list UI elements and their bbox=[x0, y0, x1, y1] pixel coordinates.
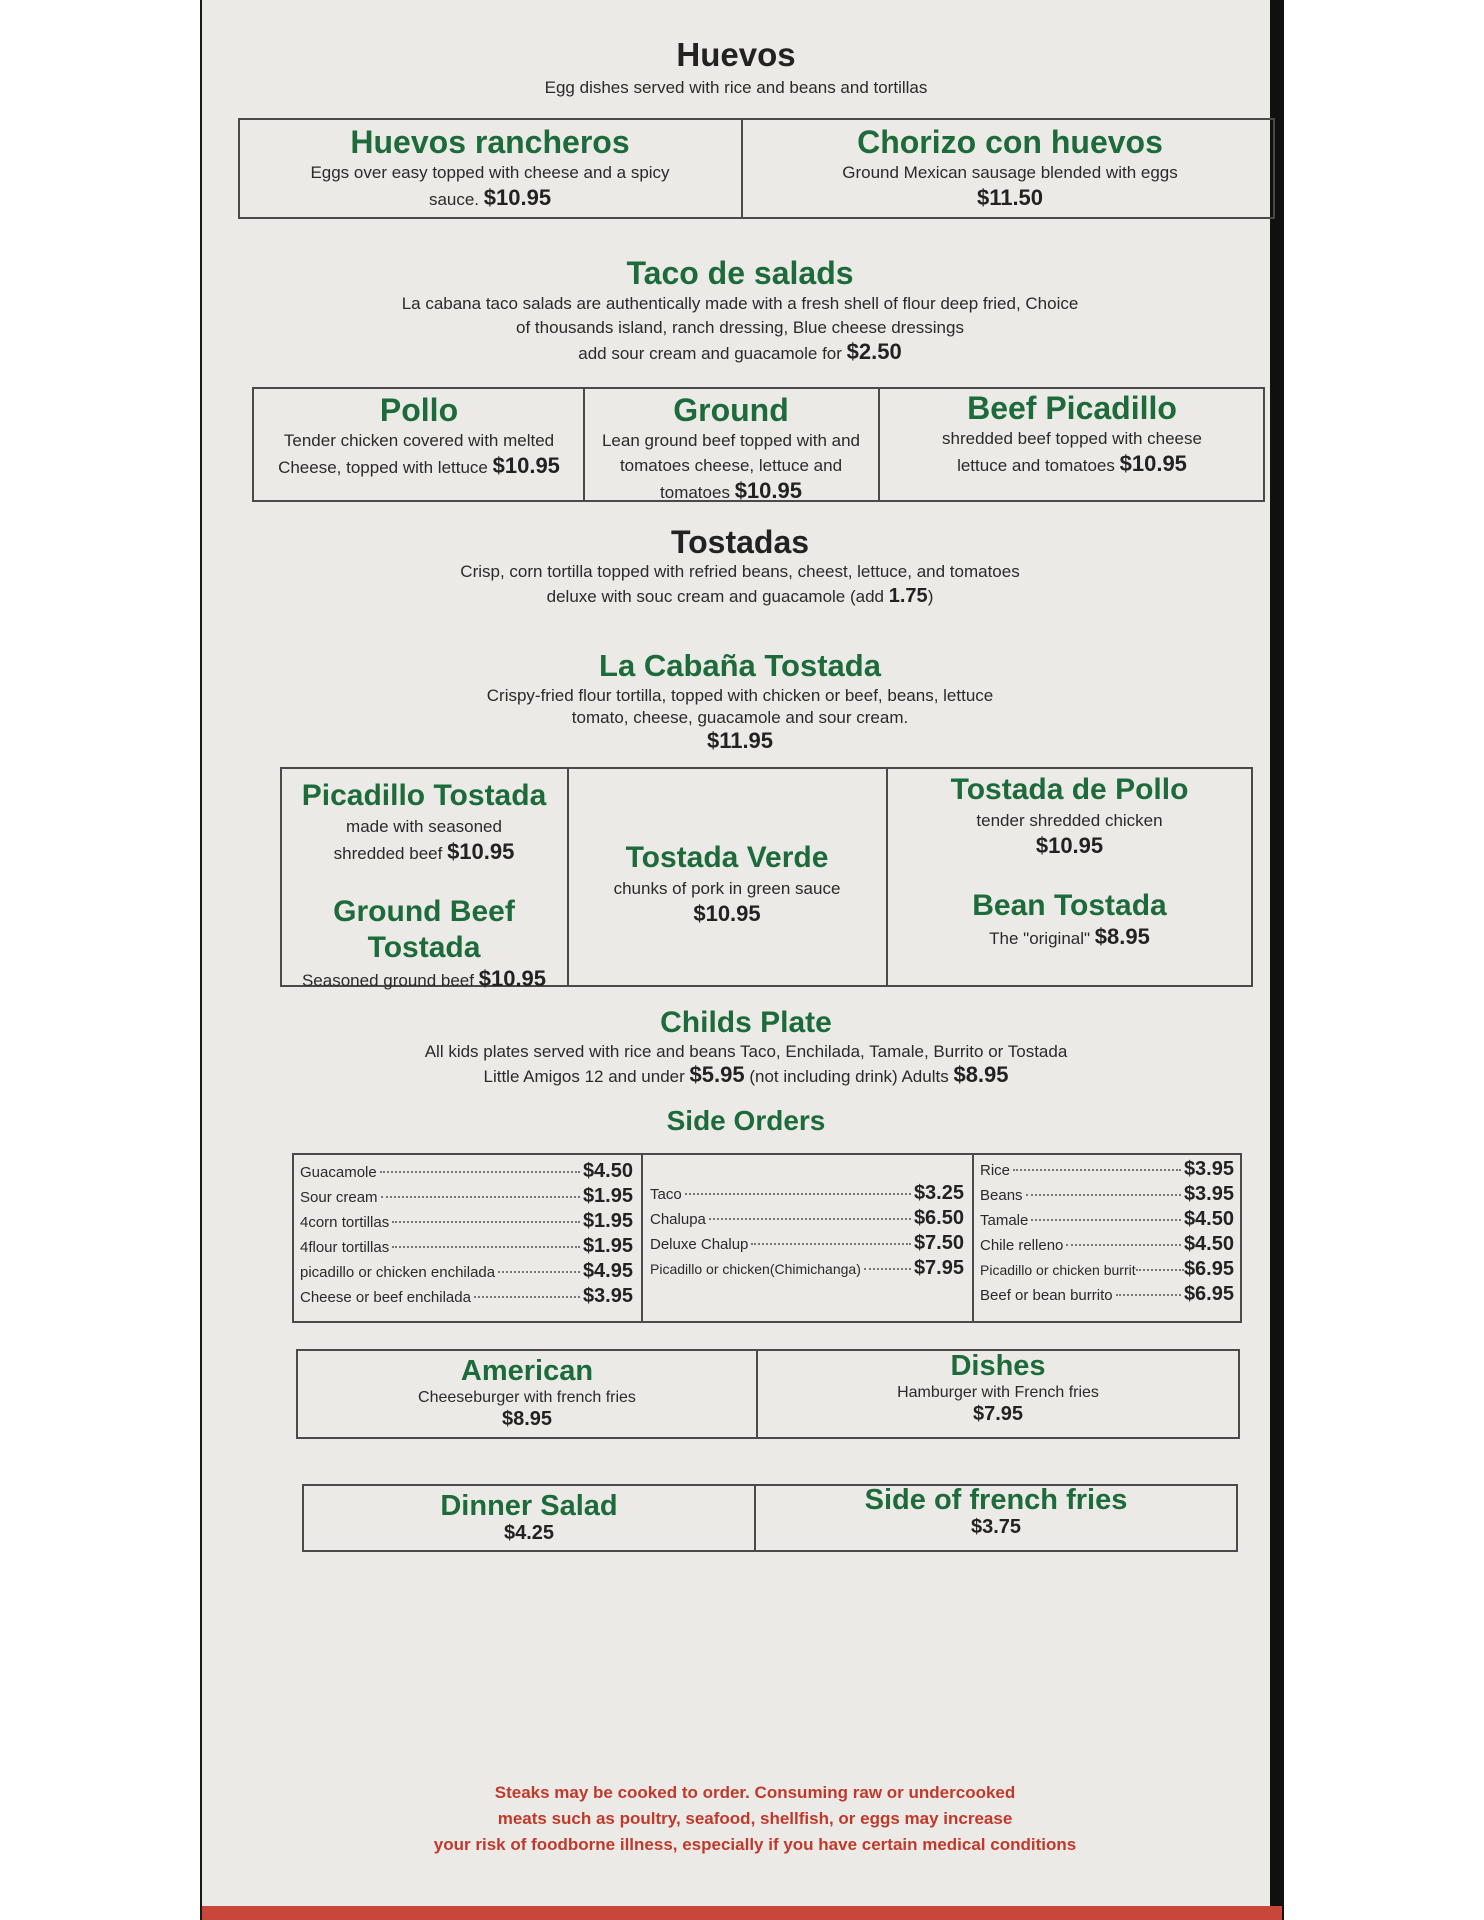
kids-label: Little Amigos 12 and under bbox=[483, 1067, 685, 1086]
side-item bbox=[650, 1207, 964, 1232]
side-orders-title: Side Orders bbox=[666, 1105, 826, 1136]
side-price: $1.95 bbox=[582, 1210, 633, 1232]
item-price: $3.75 bbox=[970, 1516, 1022, 1538]
menu-item-huevos-rancheros bbox=[270, 124, 710, 212]
tostadas-deluxe-price: 1.75 bbox=[888, 585, 928, 607]
item-price: $8.95 bbox=[1094, 924, 1150, 949]
item-price: $7.95 bbox=[972, 1403, 1024, 1425]
side-name: Sour cream bbox=[300, 1189, 378, 1206]
menu-item-dinner-salad bbox=[306, 1490, 752, 1545]
item-desc bbox=[256, 428, 582, 480]
item-desc-text: Eggs over easy topped with cheese and a spicy sauce. bbox=[310, 163, 670, 209]
item-name: Chorizo con huevos bbox=[857, 124, 1163, 160]
item-price: $10.95 bbox=[1035, 833, 1104, 858]
menu-item-side-french-fries bbox=[758, 1484, 1234, 1539]
menu-item-tostada-verde bbox=[569, 840, 885, 927]
side-price: $4.95 bbox=[582, 1260, 633, 1282]
item-price: $11.50 bbox=[976, 185, 1044, 210]
item-name-line-1: Ground Beef bbox=[333, 895, 515, 928]
leader-dots bbox=[1136, 1269, 1184, 1271]
item-price: $10.95 bbox=[483, 185, 552, 210]
background-shadow-right bbox=[1270, 0, 1284, 1920]
side-item bbox=[300, 1260, 633, 1285]
side-item bbox=[300, 1210, 633, 1235]
divider bbox=[641, 1153, 643, 1323]
item-desc: Hamburger with French fries bbox=[897, 1384, 1099, 1401]
tostadas-desc-2 bbox=[390, 584, 1090, 609]
side-name: Deluxe Chalup bbox=[650, 1236, 749, 1253]
adult-price: $8.95 bbox=[953, 1062, 1009, 1087]
item-desc-text: Lean ground beef topped with and tomatoes cheese, lettuce and tomatoes bbox=[601, 431, 861, 502]
side-name: Taco bbox=[650, 1186, 682, 1203]
tostadas-deluxe-text: deluxe with souc cream and guacamole (add bbox=[546, 587, 885, 606]
leader-dots bbox=[474, 1296, 580, 1298]
warning-line-2: meats such as poultry, seafood, shellfish, or eggs may increase bbox=[497, 1809, 1013, 1828]
childs-plate-desc: All kids plates served with rice and beans Taco, Enchilada, Tamale, Burrito or Tostada bbox=[424, 1042, 1068, 1061]
leader-dots bbox=[1026, 1194, 1181, 1196]
item-desc: chunks of pork in green sauce bbox=[613, 879, 841, 898]
leader-dots bbox=[709, 1218, 911, 1220]
side-price: $1.95 bbox=[582, 1185, 633, 1207]
side-price: $3.95 bbox=[582, 1285, 633, 1307]
item-desc: tender shredded chicken bbox=[976, 811, 1163, 830]
warning-line-1: Steaks may be cooked to order. Consuming raw or undercooked bbox=[494, 1783, 1016, 1802]
side-price: $3.95 bbox=[1183, 1158, 1234, 1180]
kids-price: $5.95 bbox=[689, 1062, 745, 1087]
childs-plate-prices bbox=[346, 1063, 1146, 1089]
leader-dots bbox=[1031, 1219, 1181, 1221]
side-item bbox=[650, 1232, 964, 1257]
menu-item-beef-picadillo bbox=[882, 390, 1262, 478]
taco-salads-desc-2: of thousands island, ranch dressing, Blue cheese dressings bbox=[516, 318, 964, 337]
addon-price: $2.50 bbox=[846, 339, 902, 364]
cabana-tostada-desc-1: Crispy-fried flour tortilla, topped with chicken or beef, beans, lettuce bbox=[486, 686, 994, 705]
side-item bbox=[980, 1258, 1234, 1283]
divider bbox=[741, 118, 743, 219]
tostadas-deluxe-close: ) bbox=[927, 587, 934, 606]
divider bbox=[583, 387, 585, 502]
leader-dots bbox=[392, 1246, 580, 1248]
taco-salads-addon bbox=[440, 340, 1040, 366]
side-item bbox=[980, 1183, 1234, 1208]
item-name: Dinner Salad bbox=[440, 1490, 618, 1522]
leader-dots bbox=[864, 1268, 911, 1270]
leader-dots bbox=[751, 1243, 911, 1245]
side-item bbox=[980, 1283, 1234, 1308]
huevos-subtitle: Egg dishes served with rice and beans and tortillas bbox=[544, 78, 928, 97]
item-price: $10.95 bbox=[478, 966, 547, 991]
menu-item-chorizo-con-huevos bbox=[780, 124, 1240, 212]
leader-dots bbox=[380, 1171, 580, 1173]
menu-item-bean-tostada bbox=[888, 888, 1251, 951]
side-name: Rice bbox=[980, 1162, 1011, 1179]
huevos-title: Huevos bbox=[676, 36, 796, 73]
item-desc: Cheeseburger with french fries bbox=[418, 1389, 636, 1406]
side-orders-col-3 bbox=[980, 1158, 1234, 1308]
leader-dots bbox=[1013, 1169, 1181, 1171]
item-price: $10.95 bbox=[693, 901, 761, 926]
side-name: Beans bbox=[980, 1187, 1023, 1204]
leader-dots bbox=[1066, 1244, 1181, 1246]
background-right bbox=[1282, 0, 1484, 1920]
side-price: $3.25 bbox=[913, 1182, 964, 1204]
item-desc-text: Ground Mexican sausage blended with eggs bbox=[842, 163, 1178, 182]
side-name: Cheese or beef enchilada bbox=[300, 1289, 471, 1306]
menu-item-pollo bbox=[256, 392, 582, 480]
side-item bbox=[980, 1233, 1234, 1258]
side-item bbox=[650, 1257, 964, 1282]
cabana-tostada-title: La Cabaña Tostada bbox=[599, 648, 881, 683]
side-item bbox=[300, 1185, 633, 1210]
side-price: $6.95 bbox=[1183, 1283, 1234, 1305]
menu-item-ground bbox=[586, 392, 876, 505]
side-name: Picadillo or chicken(Chimichanga) bbox=[650, 1261, 861, 1277]
item-name: Pollo bbox=[379, 392, 459, 428]
side-orders-col-1 bbox=[300, 1160, 633, 1310]
item-name: Bean Tostada bbox=[972, 889, 1167, 922]
leader-dots bbox=[392, 1221, 580, 1223]
cabana-tostada-desc-2: tomato, cheese, guacamole and sour cream. bbox=[571, 708, 909, 727]
item-price: $10.95 bbox=[447, 839, 515, 864]
item-price: $10.95 bbox=[1119, 451, 1187, 476]
item-price: $10.95 bbox=[492, 453, 560, 478]
item-desc-text: shredded beef topped with cheese lettuce and tomatoes bbox=[942, 429, 1202, 475]
item-name: Beef Picadillo bbox=[967, 390, 1177, 426]
addon-text: add sour cream and guacamole for bbox=[578, 344, 842, 363]
item-desc-text: Seasoned ground beef bbox=[301, 971, 474, 990]
side-name: Chile relleno bbox=[980, 1237, 1064, 1254]
side-price: $4.50 bbox=[1183, 1233, 1234, 1255]
side-price: $3.95 bbox=[1183, 1183, 1234, 1205]
divider bbox=[756, 1349, 758, 1439]
item-desc bbox=[282, 814, 566, 866]
side-item bbox=[300, 1285, 633, 1310]
item-name: American bbox=[460, 1355, 594, 1387]
side-item bbox=[980, 1158, 1234, 1183]
item-desc bbox=[882, 426, 1262, 478]
menu-item-ground-beef-tostada bbox=[282, 894, 566, 993]
divider bbox=[878, 387, 880, 502]
item-desc bbox=[780, 160, 1240, 212]
divider bbox=[754, 1484, 756, 1552]
side-item bbox=[300, 1160, 633, 1185]
taco-salads-desc-1: La cabana taco salads are authentically made with a fresh shell of flour deep fried, Choice bbox=[401, 294, 1079, 313]
bottom-red-strip bbox=[202, 1906, 1282, 1920]
tostadas-title: Tostadas bbox=[670, 524, 810, 560]
side-item bbox=[300, 1235, 633, 1260]
side-item bbox=[980, 1208, 1234, 1233]
side-price: $7.50 bbox=[913, 1232, 964, 1254]
taco-salads-title: Taco de salads bbox=[626, 255, 854, 291]
side-name: 4flour tortillas bbox=[300, 1239, 390, 1256]
side-name: picadillo or chicken enchilada bbox=[300, 1264, 496, 1281]
item-name-line-2: Tostada bbox=[367, 931, 481, 964]
side-name: Picadillo or chicken burrit bbox=[980, 1262, 1136, 1278]
side-item bbox=[650, 1182, 964, 1207]
menu-item-picadillo-tostada bbox=[282, 778, 566, 866]
item-price: $4.25 bbox=[503, 1522, 555, 1544]
item-desc-text: Tender chicken covered with melted Cheese, topped with lettuce bbox=[278, 431, 555, 477]
leader-dots bbox=[1116, 1294, 1181, 1296]
item-name: Dishes bbox=[950, 1350, 1046, 1382]
cabana-tostada-price: $11.95 bbox=[706, 728, 774, 753]
side-price: $4.50 bbox=[582, 1160, 633, 1182]
item-name: Tostada Verde bbox=[625, 841, 829, 874]
side-name: Beef or bean burrito bbox=[980, 1287, 1113, 1304]
item-desc-text: made with seasoned shredded beef bbox=[333, 817, 502, 863]
item-name: Huevos rancheros bbox=[350, 124, 630, 160]
side-price: $6.50 bbox=[913, 1207, 964, 1229]
item-desc bbox=[270, 160, 710, 212]
item-desc bbox=[888, 924, 1251, 951]
side-name: Tamale bbox=[980, 1212, 1029, 1229]
side-price: $1.95 bbox=[582, 1235, 633, 1257]
adults-label: (not including drink) Adults bbox=[749, 1067, 949, 1086]
item-name: Ground bbox=[673, 392, 789, 428]
item-name: Side of french fries bbox=[864, 1484, 1128, 1516]
item-price: $8.95 bbox=[501, 1408, 553, 1430]
menu-item-american bbox=[300, 1355, 754, 1431]
item-desc bbox=[586, 428, 876, 505]
tostadas-desc-1: Crisp, corn tortilla topped with refried beans, cheest, lettuce, and tomatoes bbox=[460, 562, 1020, 581]
food-safety-warning bbox=[390, 1780, 1120, 1858]
side-price: $4.50 bbox=[1183, 1208, 1234, 1230]
side-name: Chalupa bbox=[650, 1211, 706, 1228]
item-price: $10.95 bbox=[734, 478, 802, 503]
item-desc-text: The "original" bbox=[989, 929, 1091, 948]
side-price: $7.95 bbox=[913, 1257, 964, 1279]
side-orders-col-2 bbox=[650, 1182, 964, 1282]
background-left bbox=[0, 0, 202, 1920]
menu-item-dishes bbox=[760, 1350, 1236, 1426]
divider bbox=[972, 1153, 974, 1323]
side-name: 4corn tortillas bbox=[300, 1214, 390, 1231]
menu-item-tostada-de-pollo bbox=[888, 772, 1251, 859]
item-desc bbox=[282, 966, 566, 993]
item-name: Picadillo Tostada bbox=[301, 779, 547, 812]
leader-dots bbox=[498, 1271, 580, 1273]
leader-dots bbox=[685, 1193, 911, 1195]
childs-plate-title: Childs Plate bbox=[660, 1006, 832, 1039]
leader-dots bbox=[381, 1196, 580, 1198]
item-name: Tostada de Pollo bbox=[950, 773, 1189, 806]
side-name: Guacamole bbox=[300, 1164, 377, 1181]
warning-line-3: your risk of foodborne illness, especially if you have certain medical conditions bbox=[433, 1835, 1077, 1854]
side-price: $6.95 bbox=[1183, 1258, 1234, 1280]
